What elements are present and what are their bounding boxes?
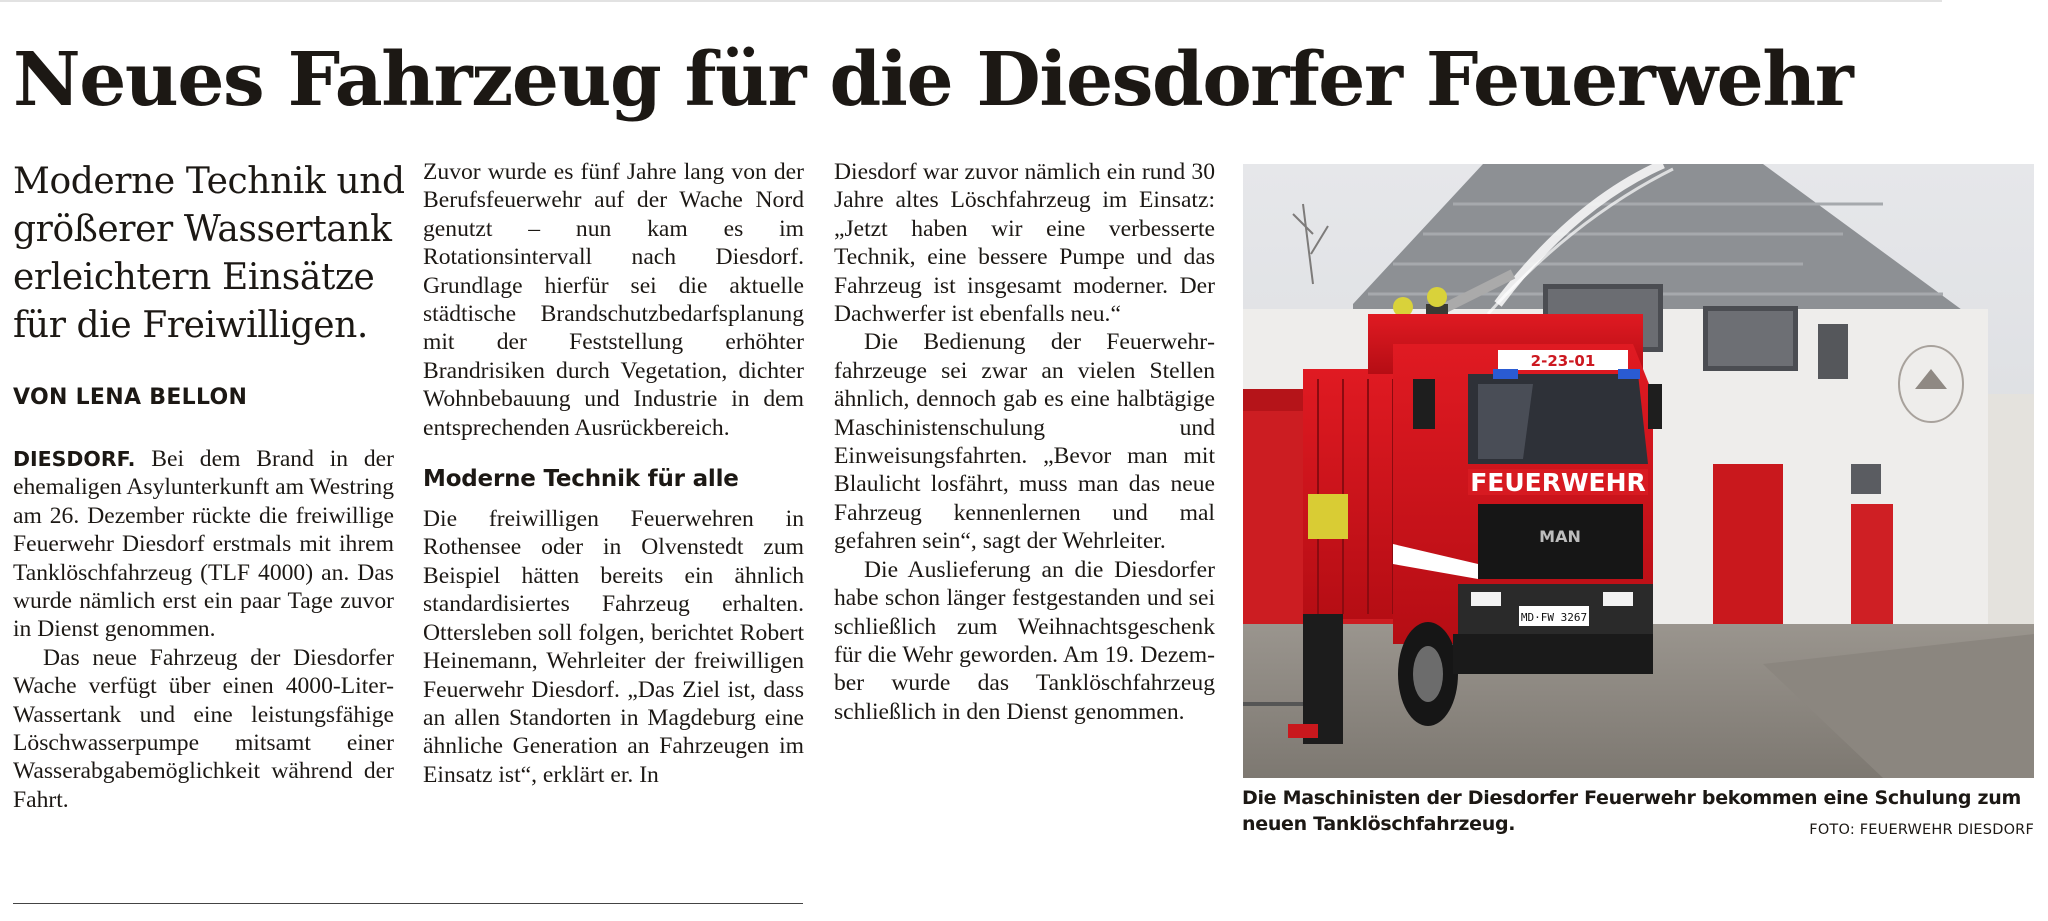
cab-sign: 2-23-01 [1530, 352, 1596, 370]
subhead-line: für die Freiwilligen. [13, 305, 368, 346]
subheadline [13, 158, 408, 350]
license-plate: MD·FW 3267 [1520, 611, 1588, 624]
bottom-rule [13, 903, 803, 904]
paragraph [13, 445, 394, 644]
fire-truck-photo [1243, 164, 2034, 778]
photo-caption: Die Maschinisten der Diesdorfer Feuerwehr bekommen eine Schulung zum neuen Tanklöschfahrzeug. [1242, 787, 2022, 835]
brand-logo: MAN [1539, 527, 1581, 546]
paragraph: Die Bedienung der Feuerwehrfahrzeuge sei zwar an vielen Stellen ähnlich, dennoch gab es eine halbtägige Maschinistenschulung und Einweisungsfahrten. „Bevor man mit Blaulicht losfährt, muss man das neue Fahrzeug kennenlernen und mal gefahren sein“, sagt der Wehrleiter. [834, 329, 1215, 555]
top-divider [0, 0, 1942, 2]
paragraph: Die freiwilligen Feuerwehren in Rothensee oder in Olvenstedt zum Beispiel hätten bereits ein ähnlich standardisiertes Fahrzeug erhalten. Ottersleben soll folgen, berichtet Robert Heinemann, Wehrleiter der freiwilligen Feuerwehr Diesdorf. „Das Ziel ist, dass an allen Standorten in Magdeburg eine ähnliche Generation an Fahrzeugen im Einsatz ist“, erklärt er. In [423, 506, 804, 788]
article-column-1 [13, 445, 394, 814]
section-heading: Moderne Technik für alle [423, 466, 739, 493]
paragraph: Diesdorf war zuvor nämlich ein rund 30 Jahre altes Löschfahrzeug im Einsatz: „Jetzt haben wir eine verbesserte Technik, eine bessere Pumpe und das Fahrzeug ist insgesamt moderner. Der Dachwerfer ist ebenfalls neu.“ [834, 159, 1215, 328]
paragraph: Zuvor wurde es fünf Jahre lang von der Berufsfeuerwehr auf der Wache Nord genutzt – nun kam es im Rotationsintervall nach Diesdorf. Grundlage hierfür sei die aktuelle städtische Brandschutzbedarfsplanung mit der Feststellung erhöhter Brandrisiken durch Vegetation, dichter Wohnbebauung und Industrie in dem entsprechenden Ausrückbereich. [423, 159, 804, 441]
truck-sign: FEUERWEHR [1470, 468, 1646, 497]
author-byline: VON LENA BELLON [13, 385, 248, 410]
subhead-line: Moderne Technik und [13, 161, 405, 202]
subhead-line: größerer Wassertank [13, 209, 392, 250]
headline: Neues Fahrzeug für die Diesdorfer Feuerwehr [13, 37, 1853, 123]
subhead-line: erleichtern Einsätze [13, 257, 375, 298]
photo-credit: FOTO: FEUERWEHR DIESDORF [1809, 822, 2034, 838]
paragraph-text: Bei dem Brand in der ehemaligen Asylunterkunft am Westring am 26. Dezember rückte die freiwillige Feuerwehr Diesdorf erstmals mit ihrem Tanklöschfahrzeug (TLF 4000) an. Das wurde nämlich erst ein paar Tage zuvor in Dienst genommen. [13, 446, 394, 643]
paragraph: Die Auslieferung an die Diesdorfer habe schon länger festgestanden und sei schließlich zum Weihnachtsgeschenk für die Wehr geworden. Am 19. Dezember wurde das Tanklöschfahrzeug schließlich in den Dienst genommen. [834, 556, 1215, 725]
paragraph: Das neue Fahrzeug der Diesdorfer Wache verfügt über einen 4000-Liter-Wassertank und eine leistungsfähige Löschwasserpumpe mitsamt einer Wasserabgabemöglichkeit während der Fahrt. [13, 644, 394, 813]
article-column-3 [834, 158, 1215, 726]
dateline: DIESDORF. [13, 447, 136, 471]
article-column-2 [423, 158, 804, 789]
